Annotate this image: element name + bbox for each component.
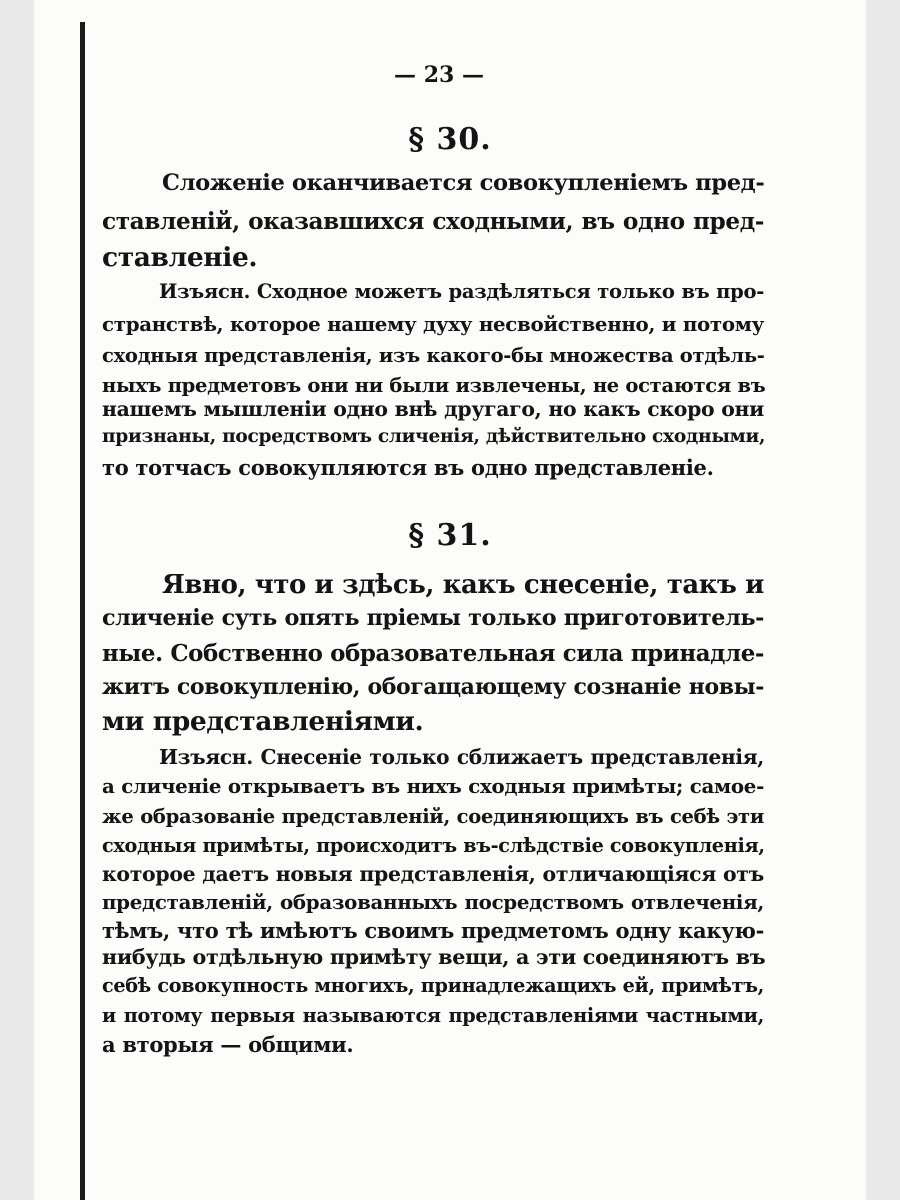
- s31-explanation-line-2: а сличеніе открываетъ въ нихъ сходныя примѣты; самое-: [102, 774, 764, 798]
- s31-statement-line-2: сличеніе суть опять пріемы только приготовитель-: [102, 605, 764, 631]
- s31-explanation-line-10: и потому первыя называются представленіями частными,: [102, 1004, 764, 1027]
- page-number: — 23 —: [394, 62, 484, 88]
- s30-statement-line-1: Сложеніе оканчивается совокупленіемъ пред-: [162, 170, 765, 196]
- s31-explanation-line-1: Изъясн. Снесеніе только сближаетъ представленія,: [159, 745, 764, 769]
- s30-explanation-line-7: то тотчасъ совокупляются въ одно представленіе.: [102, 455, 714, 480]
- s31-explanation-line-3: же образованіе представленій, соединяющихъ въ себѣ эти: [102, 805, 764, 828]
- s30-explanation-line-4: ныхъ предметовъ они ни были извлечены, не остаются въ: [102, 374, 766, 397]
- s30-explanation-line-6: признаны, посредствомъ сличенія, дѣйствительно сходными,: [102, 426, 766, 447]
- section-heading-31: § 31.: [408, 518, 492, 553]
- s31-statement-line-1: Явно, что и здѣсь, какъ снесеніе, такъ и: [162, 570, 764, 600]
- s31-explanation-line-9: себѣ совокупность многихъ, принадлежащихъ ей, примѣтъ,: [102, 974, 764, 997]
- s31-statement-line-5: ми представленіями.: [102, 706, 424, 737]
- s30-explanation-line-2: странствѣ, которое нашему духу несвойственно, и потому: [102, 312, 764, 336]
- s31-explanation-line-6: представленій, образованныхъ посредствомъ отвлеченія,: [102, 890, 764, 914]
- s31-explanation-line-8: нибудь отдѣльную примѣту вещи, а эти соединяютъ въ: [102, 945, 766, 969]
- s31-explanation-line-11: а вторыя — общими.: [102, 1032, 354, 1057]
- s31-explanation-line-5: которое даетъ новыя представленія, отличающіяся отъ: [102, 862, 764, 886]
- s31-statement-line-4: житъ совокупленію, обогащающему сознаніе новы-: [102, 674, 764, 700]
- s30-explanation-line-1: Изъясн. Сходное можетъ раздѣляться только въ про-: [159, 280, 764, 303]
- s31-explanation-line-7: тѣмъ, что тѣ имѣютъ своимъ предметомъ одну какую-: [102, 918, 764, 943]
- s30-explanation-line-5: нашемъ мышленіи одно внѣ другаго, но какъ скоро они: [102, 397, 764, 421]
- s31-statement-line-3: ные. Собственно образовательная сила принадле-: [102, 640, 764, 667]
- s30-explanation-line-3: сходныя представленія, изъ какого-бы множества отдѣль-: [102, 344, 765, 367]
- page-binding-edge: [80, 22, 85, 1200]
- s30-statement-line-3: ставленіе.: [102, 242, 258, 273]
- s30-statement-line-2: ставленій, оказавшихся сходными, въ одно пред-: [102, 208, 764, 235]
- s31-explanation-line-4: сходныя примѣты, происходитъ въ-слѣдствіе совокупленія,: [102, 834, 765, 857]
- section-heading-30: § 30.: [408, 122, 492, 157]
